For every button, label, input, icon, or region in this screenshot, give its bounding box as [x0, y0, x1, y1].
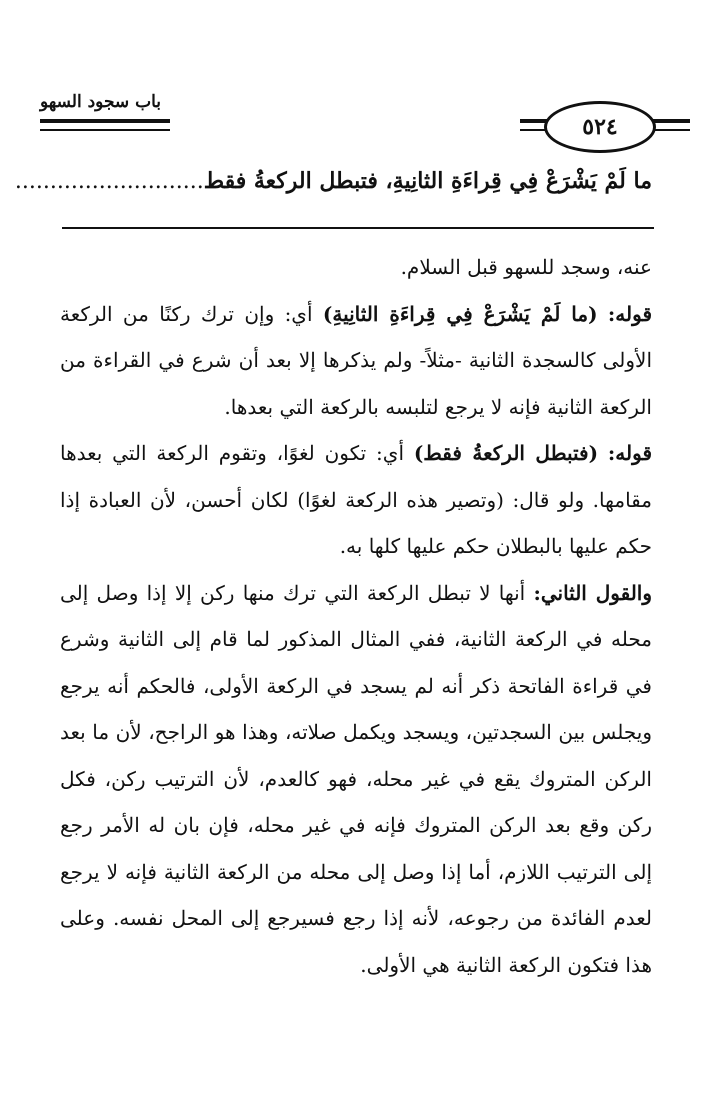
paragraph-text: عنه، وسجد للسهو قبل السلام.: [400, 255, 652, 279]
matn-heading: [14, 168, 652, 194]
commentary-body: [60, 244, 652, 988]
page-number: ٥٢٤: [544, 101, 656, 153]
header-rule-left: [40, 119, 170, 123]
matn-heading-text: ما لَمْ يَشْرَعْ فِي قِراءَةِ الثانِيةِ، فتبطل الركعةُ فقط: [203, 168, 652, 194]
paragraph-4: [60, 570, 652, 989]
paragraph-text: أنها لا تبطل الركعة التي ترك منها ركن إلا إذا وصل إلى محله في الركعة الثانية، ففي المثال المذكور لما قام إلى الثانية وشرع في قراءة الفاتحة ذكر أنه لم يسجد في الركعة الأولى، فالحكم أنه يرجع ويجلس بين السجدتين، ويسجد ويكمل صلاته، وهذا هو الراجح، لأن ما بعد الركن المتروك يقع في غير محله، فهو كالعدم، لأن الترتيب ركن، فكل ركن وقع بعد الركن المتروك فإنه في غير محله، فإن بان له الأمر رجع إلى الترتيب اللازم، أما إذا وصل إلى محله من الركعة الثانية فإنه لا يرجع لعدم الفائدة من رجوعه، لأنه إذا رجع فسيرجع إلى المحل نفسه. وعلى هذا فتكون الركعة الثانية هي الأولى.: [60, 580, 652, 977]
matn-dots: ...........................: [14, 169, 204, 194]
header-rule-left-thin: [40, 129, 170, 131]
running-head: باب سجود السهو: [40, 92, 162, 112]
paragraph-quote: (فتبطل الركعةُ فقط): [413, 441, 599, 465]
paragraph-1: [60, 244, 652, 291]
paragraph-text: أي: وإن ترك ركنًا من الركعة الأولى كالسجدة الثانية -مثلاً- ولم يذكرها إلا بعد أن شرع في القراءة من الركعة الثانية فإنه لا يرجع لتلبسه بالركعة التي بعدها.: [60, 301, 652, 419]
paragraph-3: [60, 430, 652, 570]
paragraph-lead: قوله:: [607, 441, 653, 465]
paragraph-lead: قوله:: [607, 301, 653, 326]
paragraph-lead: والقول الثاني:: [533, 580, 653, 605]
paragraph-quote: (ما لَمْ يَشْرَعْ فِي قِراءَةِ الثانِيةِ): [322, 301, 598, 326]
paragraph-2: [60, 291, 652, 431]
heading-rule: [62, 227, 654, 229]
paragraph-text: أي: تكون لغوًا، وتقوم الركعة التي بعدها مقامها. ولو قال: (وتصير هذه الركعة لغوًا) لكان أحسن، لأن العبادة إذا حكم عليها بالبطلان حكم عليها كلها به.: [60, 441, 652, 558]
